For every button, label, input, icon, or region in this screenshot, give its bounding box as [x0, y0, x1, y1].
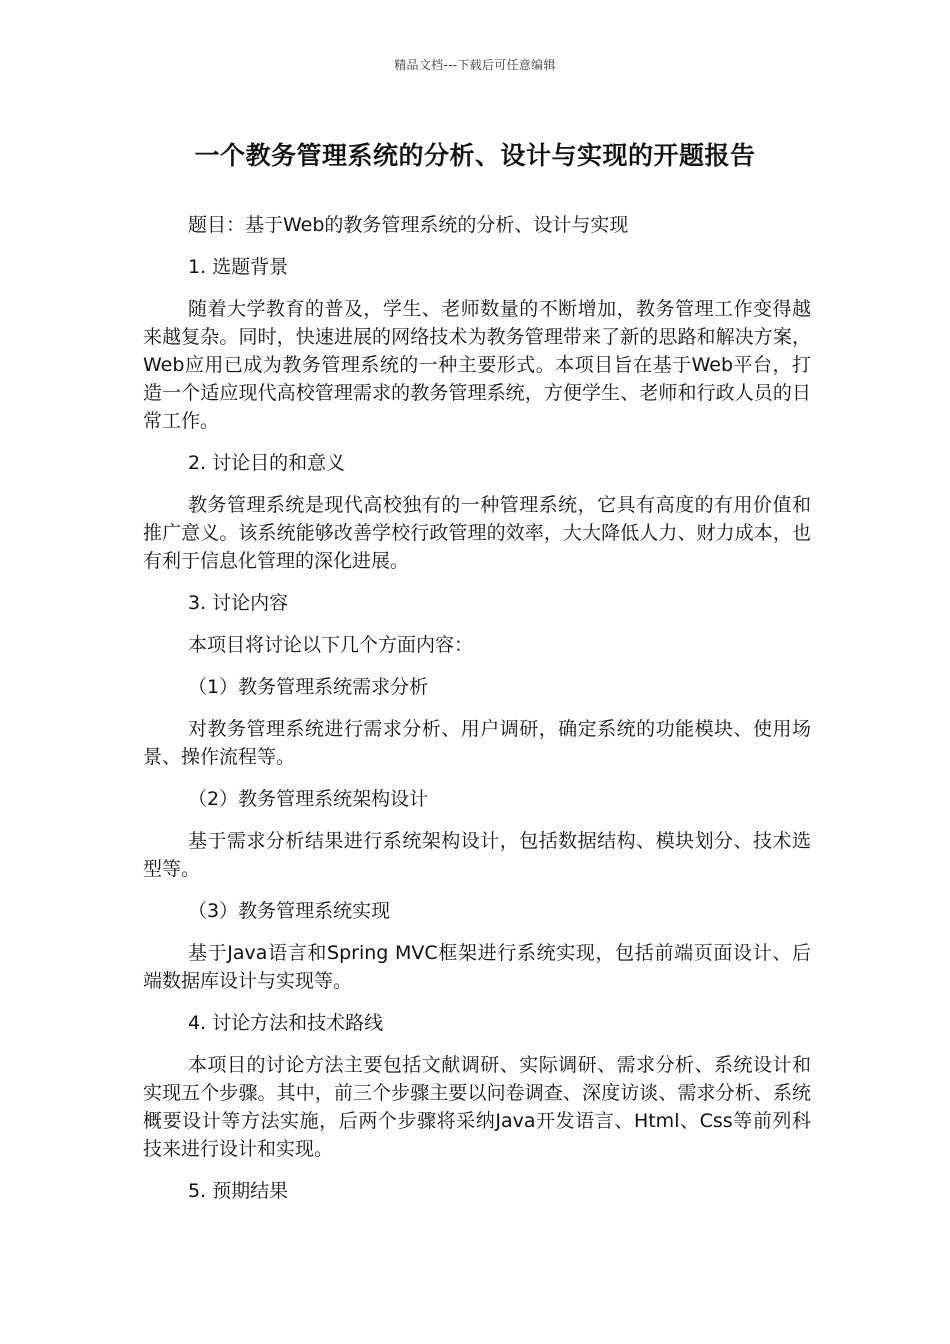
section-heading-purpose: 2. 讨论目的和意义	[188, 452, 346, 474]
section-heading-expected-results: 5. 预期结果	[188, 1180, 289, 1202]
paragraph-background: 随着大学教育的普及，学生、老师数量的不断增加，教务管理工作变得越来越复杂。同时，快速进展的网络技术为教务管理带来了新的思路和解决方案，Web应用已成为教务管理系统的一种主要形式。本项目旨在基于Web平台，打造一个适应现代高校管理需求的教务管理系统，方便学生、老师和行政人员的日常工作。	[143, 298, 811, 432]
section-heading-background: 1. 选题背景	[188, 256, 289, 278]
section-heading-content: 3. 讨论内容	[188, 592, 289, 614]
page-header-note: 精品文档---下载后可任意编辑	[394, 58, 556, 72]
subheading-implementation: （3）教务管理系统实现	[188, 900, 391, 922]
paragraph-requirements: 对教务管理系统进行需求分析、用户调研，确定系统的功能模块、使用场景、操作流程等。	[143, 718, 811, 768]
subheading-requirements: （1）教务管理系统需求分析	[188, 676, 429, 698]
subheading-architecture: （2）教务管理系统架构设计	[188, 788, 429, 810]
paragraph-content-intro: 本项目将讨论以下几个方面内容：	[188, 634, 474, 656]
paragraph-methods: 本项目的讨论方法主要包括文献调研、实际调研、需求分析、系统设计和实现五个步骤。其中，前三个步骤主要以问卷调查、深度访谈、需求分析、系统概要设计等方法实施，后两个步骤将采纳Java开发语言、Html、Css等前列科技来进行设计和实现。	[143, 1054, 811, 1160]
section-heading-methods: 4. 讨论方法和技术路线	[188, 1012, 384, 1034]
paragraph-purpose: 教务管理系统是现代高校独有的一种管理系统，它具有高度的有用价值和推广意义。该系统能够改善学校行政管理的效率，大大降低人力、财力成本，也有利于信息化管理的深化进展。	[143, 494, 811, 572]
paragraph-architecture: 基于需求分析结果进行系统架构设计，包括数据结构、模块划分、技术选型等。	[143, 830, 811, 880]
topic-line: 题目：基于Web的教务管理系统的分析、设计与实现	[188, 214, 629, 236]
document-title: 一个教务管理系统的分析、设计与实现的开题报告	[194, 141, 756, 170]
document-body	[143, 211, 811, 1219]
paragraph-implementation: 基于Java语言和Spring MVC框架进行系统实现，包括前端页面设计、后端数据库设计与实现等。	[143, 942, 811, 992]
